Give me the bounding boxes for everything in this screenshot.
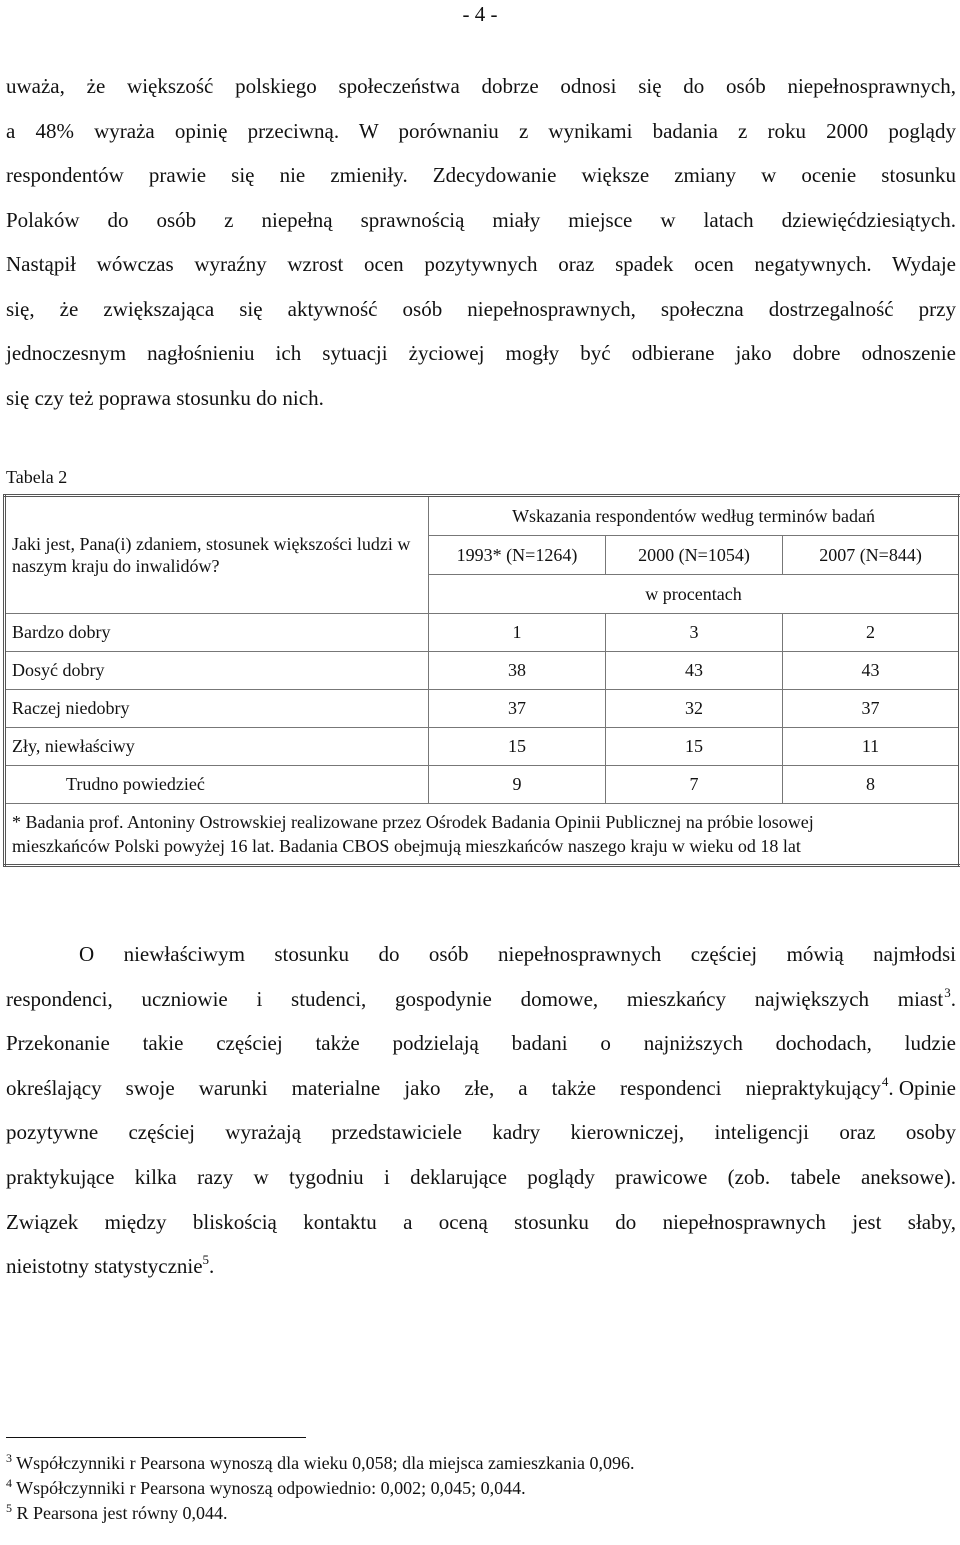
cell-value: 11 — [783, 728, 960, 766]
paragraph-line: respondentów prawie się nie zmieniły. Zdecydowanie większe zmiany w ocenie stosunku — [6, 163, 956, 187]
footnote-separator — [6, 1437, 306, 1438]
table-row — [5, 690, 960, 728]
table-group-header: Wskazania respondentów według terminów badań — [429, 496, 960, 536]
cell-value: 9 — [429, 766, 606, 804]
footnote: $^5$ R Pearsona jest równy 0,044. — [6, 1501, 228, 1523]
paragraph-text: nieistotny statystycznie — [6, 1254, 203, 1279]
row-label: Zły, niewłaściwy — [5, 728, 429, 766]
column-header: 1993* (N=1264) — [429, 536, 606, 575]
table-note-line: * Badania prof. Antoniny Ostrowskiej realizowane przez Ośrodek Badania Opinii Publicznej na próbie losowej — [12, 812, 814, 832]
paragraph-text: określający swoje warunki materialne jako złe, a także respondenci niepraktykujący — [6, 1075, 881, 1100]
table-note-line: mieszkańców Polski powyżej 16 lat. Badania CBOS obejmują mieszkańców naszego kraju w wieku od 18 lat — [12, 836, 801, 856]
row-label: Dosyć dobry — [5, 652, 429, 690]
footnotes — [6, 1451, 635, 1526]
paragraph-line: praktykujące kilka razy w tygodniu i deklarujące poglądy prawicowe (zob. tabele aneksowe). — [6, 1164, 956, 1189]
survey-table — [3, 494, 960, 867]
paragraph-1 — [6, 64, 956, 420]
cell-value: 43 — [606, 652, 783, 690]
paragraph-line: uważa, że większość polskiego społeczeństwa dobrze odnosi się do osób niepełnosprawnych, — [6, 74, 956, 98]
cell-value: 15 — [606, 728, 783, 766]
row-label: Trudno powiedzieć — [5, 766, 429, 804]
cell-value: 38 — [429, 652, 606, 690]
footnote-ref: 5 — [202, 1252, 210, 1268]
footnote: $^4$ Współczynniki r Pearsona wynoszą odpowiednio: 0,002; 0,045; 0,044. — [6, 1476, 526, 1498]
paragraph-line: pozytywne częściej wyrażają przedstawiciele kadry kierowniczej, inteligencji oraz osoby — [6, 1120, 956, 1145]
cell-value: 8 — [783, 766, 960, 804]
paragraph-line: Przekonanie takie częściej także podzielają badani o najniższych dochodach, ludzie — [6, 1031, 956, 1056]
table-row — [5, 614, 960, 652]
paragraph-line: się czy też poprawa stosunku do nich. — [6, 385, 324, 410]
table-caption: Tabela 2 — [6, 467, 68, 487]
paragraph-line: Polaków do osób z niepełną sprawnością miały miejsce w latach dziewięćdziesiątych. — [6, 207, 956, 232]
cell-value: 1 — [429, 614, 606, 652]
paragraph-line: się, że zwiększająca się aktywność osób niepełnosprawnych, społeczna dostrzegalność przy — [6, 296, 956, 321]
paragraph-line: O niewłaściwym stosunku do osób niepełnosprawnych częściej mówią najmłodsi — [79, 942, 956, 966]
table-row — [5, 766, 960, 804]
paragraph-text: respondenci, uczniowie i studenci, gospodynie domowe, mieszkańcy największych miast — [6, 986, 944, 1011]
paragraph-line: Związek między bliskością kontaktu a oceną stosunku do niepełnosprawnych jest słaby, — [6, 1209, 956, 1234]
paragraph-line: jednoczesnym nagłośnieniu ich sytuacji życiowej mogły być odbierane jako dobre odnoszenie — [6, 341, 956, 365]
row-label: Bardzo dobry — [5, 614, 429, 652]
cell-value: 37 — [783, 690, 960, 728]
table-row — [5, 728, 960, 766]
paragraph-2 — [6, 932, 956, 1289]
cell-value: 2 — [783, 614, 960, 652]
footnote-ref: $^4$. Opinie — [881, 1073, 956, 1100]
paragraph-line: a 48% wyraża opinię przeciwną. W porównaniu z wynikami badania z roku 2000 poglądy — [6, 118, 956, 143]
cell-value: 7 — [606, 766, 783, 804]
cell-value: 37 — [429, 690, 606, 728]
footnote: $^3$ Współczynniki r Pearsona wynoszą dla wieku 0,058; dla miejsca zamieszkania 0,096. — [6, 1451, 635, 1473]
cell-value: 15 — [429, 728, 606, 766]
paragraph-line: Nastąpił wówczas wyraźny wzrost ocen pozytywnych oraz spadek ocen negatywnych. Wydaje — [6, 252, 956, 276]
table-row — [5, 652, 960, 690]
cell-value: 43 — [783, 652, 960, 690]
column-header: 2007 (N=844) — [783, 536, 960, 575]
column-header: 2000 (N=1054) — [606, 536, 783, 575]
footnote-ref: $^3$. — [944, 984, 956, 1011]
table-unit: w procentach — [429, 575, 960, 614]
paragraph-line — [6, 977, 956, 1022]
cell-value: 32 — [606, 690, 783, 728]
row-label: Raczej niedobry — [5, 690, 429, 728]
table-note — [5, 804, 960, 866]
table-question: Jaki jest, Pana(i) zdaniem, stosunek większości ludzi w naszym kraju do inwalidów? — [5, 496, 429, 614]
paragraph-line — [6, 1066, 956, 1111]
cell-value: 3 — [606, 614, 783, 652]
paragraph-line: nieistotny statystycznie$^5$. — [6, 1252, 215, 1279]
page-number: - 4 - — [462, 2, 498, 26]
